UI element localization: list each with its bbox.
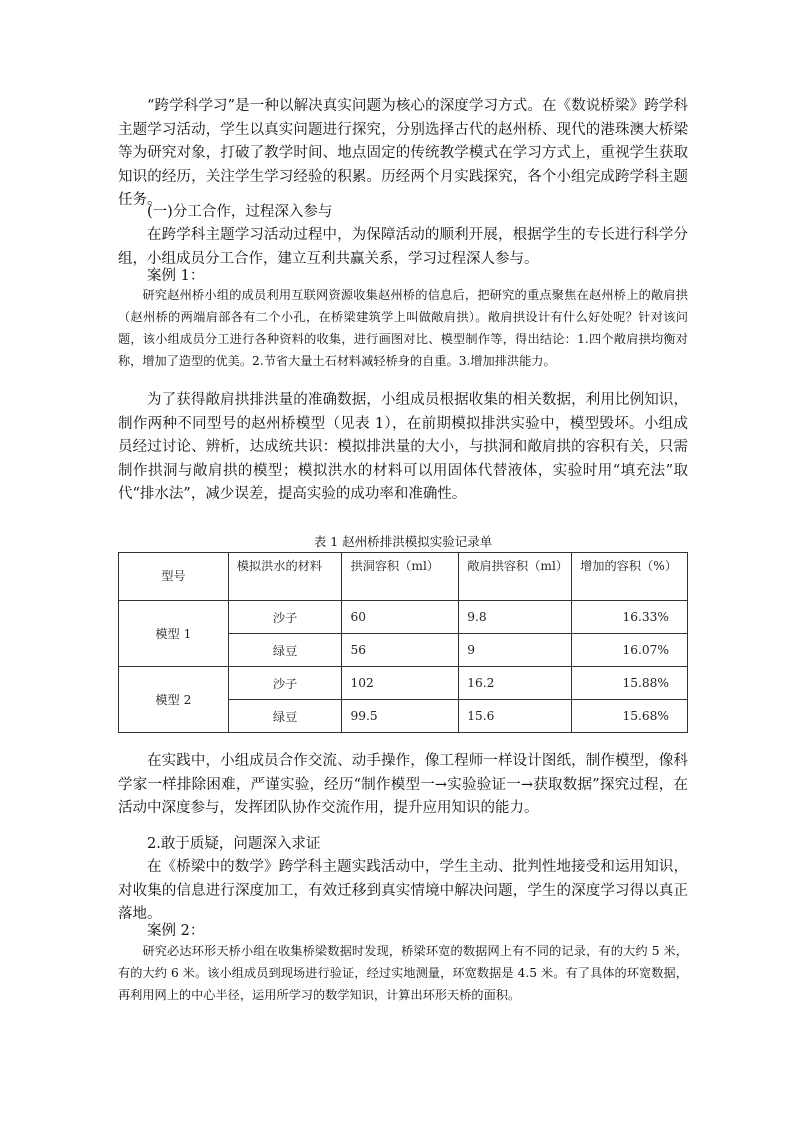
arch-cell: 56	[342, 634, 459, 667]
intro-paragraph: “跨学科学习”是一种以解决真实问题为核心的深度学习方式。在《数说桥梁》跨学科主题学习活动，学生以真实问题进行探究，分别选择古代的赵州桥、现代的港珠澳大桥梁等为研究对象，打破了教学时间、地点固定的传统教学模式在学习方式上，重视学生获取知识的经历，关注学生学习经验的积累。历经两个月实践探究，各个小组完成跨学科主题任务。	[118, 98, 688, 208]
shoulder-cell: 9.8	[459, 601, 572, 634]
model-cell: 模型 2	[119, 667, 229, 733]
section-heading-2: 2.敢于质疑，问题深入求证	[147, 836, 321, 852]
material-cell: 绿豆	[228, 700, 342, 733]
increase-cell: 15.88%	[572, 667, 688, 700]
practice-paragraph: 在实践中，小组成员合作交流、动手操作，像工程师一样设计图纸，制作模型，像科学家一样排除困难，严谨实验，经历“制作模型一→实验验证一→获取数据”探究过程，在活动中深度参与，发挥团队协作交流作用，提升应用知识的能力。	[118, 753, 688, 816]
material-cell: 绿豆	[228, 634, 342, 667]
table-row	[119, 601, 688, 634]
header-increase: 增加的容积（%）	[572, 553, 688, 601]
case1-label: 案例 1：	[147, 268, 205, 284]
section1-paragraph: 在跨学科主题学习活动过程中，为保障活动的顺利开展，根据学生的专长进行科学分组，小组成员分工合作，建立互利共赢关系，学习过程深人参与。	[118, 227, 688, 267]
section-heading-1: (一)分工合作，过程深入参与	[147, 204, 333, 220]
increase-cell: 16.33%	[572, 601, 688, 634]
case1-text: 研究赵州桥小组的成员利用互联网资源收集赵州桥的信息后，把研究的重点聚焦在赵州桥上的敞肩拱（赵州桥的两端肩部各有二个小孔，在桥梁建筑学上叫做敞肩拱）。敞肩拱设计有什么好处呢？针对该问题，该小组成员分工进行各种资料的收集，进行画图对比、模型制作等，得出结论：1.四个敞肩拱均衡对称，增加了造型的优美。2.节省大量土石材料减轻桥身的自重。3.增加排洪能力。	[118, 288, 688, 368]
arch-cell: 60	[342, 601, 459, 634]
material-cell: 沙子	[228, 667, 342, 700]
increase-cell: 16.07%	[572, 634, 688, 667]
header-material: 模拟洪水的材料	[228, 553, 342, 601]
table-row	[119, 667, 688, 700]
shoulder-cell: 15.6	[459, 700, 572, 733]
increase-cell: 15.68%	[572, 700, 688, 733]
table-caption: 表 1 赵州桥排洪模拟实验记录单	[313, 534, 493, 549]
section2-paragraph: 在《桥梁中的数学》跨学科主题实践活动中，学生主动、批判性地接受和运用知识，对收集的信息进行深度加工，有效迁移到真实情境中解决问题，学生的深度学习得以真正落地。	[118, 859, 688, 922]
shoulder-cell: 16.2	[459, 667, 572, 700]
material-cell: 沙子	[228, 601, 342, 634]
shoulder-cell: 9	[459, 634, 572, 667]
case2-text: 研究必达环形天桥小组在收集桥梁数据时发现，桥梁环宽的数据网上有不同的记录，有的大约 5 米，有的大约 6 米。该小组成员到现场进行验证，经过实地测量，环宽数据是 4.5 米。有了具体的环宽数据，再利用网上的中心半径，运用所学习的数学知识，计算出环形天桥的面积。	[118, 944, 688, 1002]
arch-cell: 102	[342, 667, 459, 700]
arch-cell: 99.5	[342, 700, 459, 733]
header-shoulder-volume: 敞肩拱容积（ml）	[459, 553, 572, 601]
case2-label: 案例 2：	[147, 923, 205, 939]
model-cell: 模型 1	[119, 601, 229, 667]
experiment-record-table	[118, 552, 688, 733]
section1-paragraph-2: 为了获得敞肩拱排洪量的准确数据，小组成员根据收集的相关数据，利用比例知识，制作两种不同型号的赵州桥模型（见表 1），在前期模拟排洪实验中，模型毁坏。小组成员经过讨论、辨析，达成统共识：模拟排洪量的大小，与拱洞和敞肩拱的容积有关，只需制作拱洞与敞肩拱的模型；模拟洪水的材料可以用固体代替液体，实验时用“填充法”取代“排水法”，减少误差，提高实验的成功率和准确性。	[118, 392, 688, 502]
header-model: 型号	[119, 553, 229, 601]
table-header-row	[119, 553, 688, 601]
header-arch-volume: 拱洞容积（ml）	[342, 553, 459, 601]
